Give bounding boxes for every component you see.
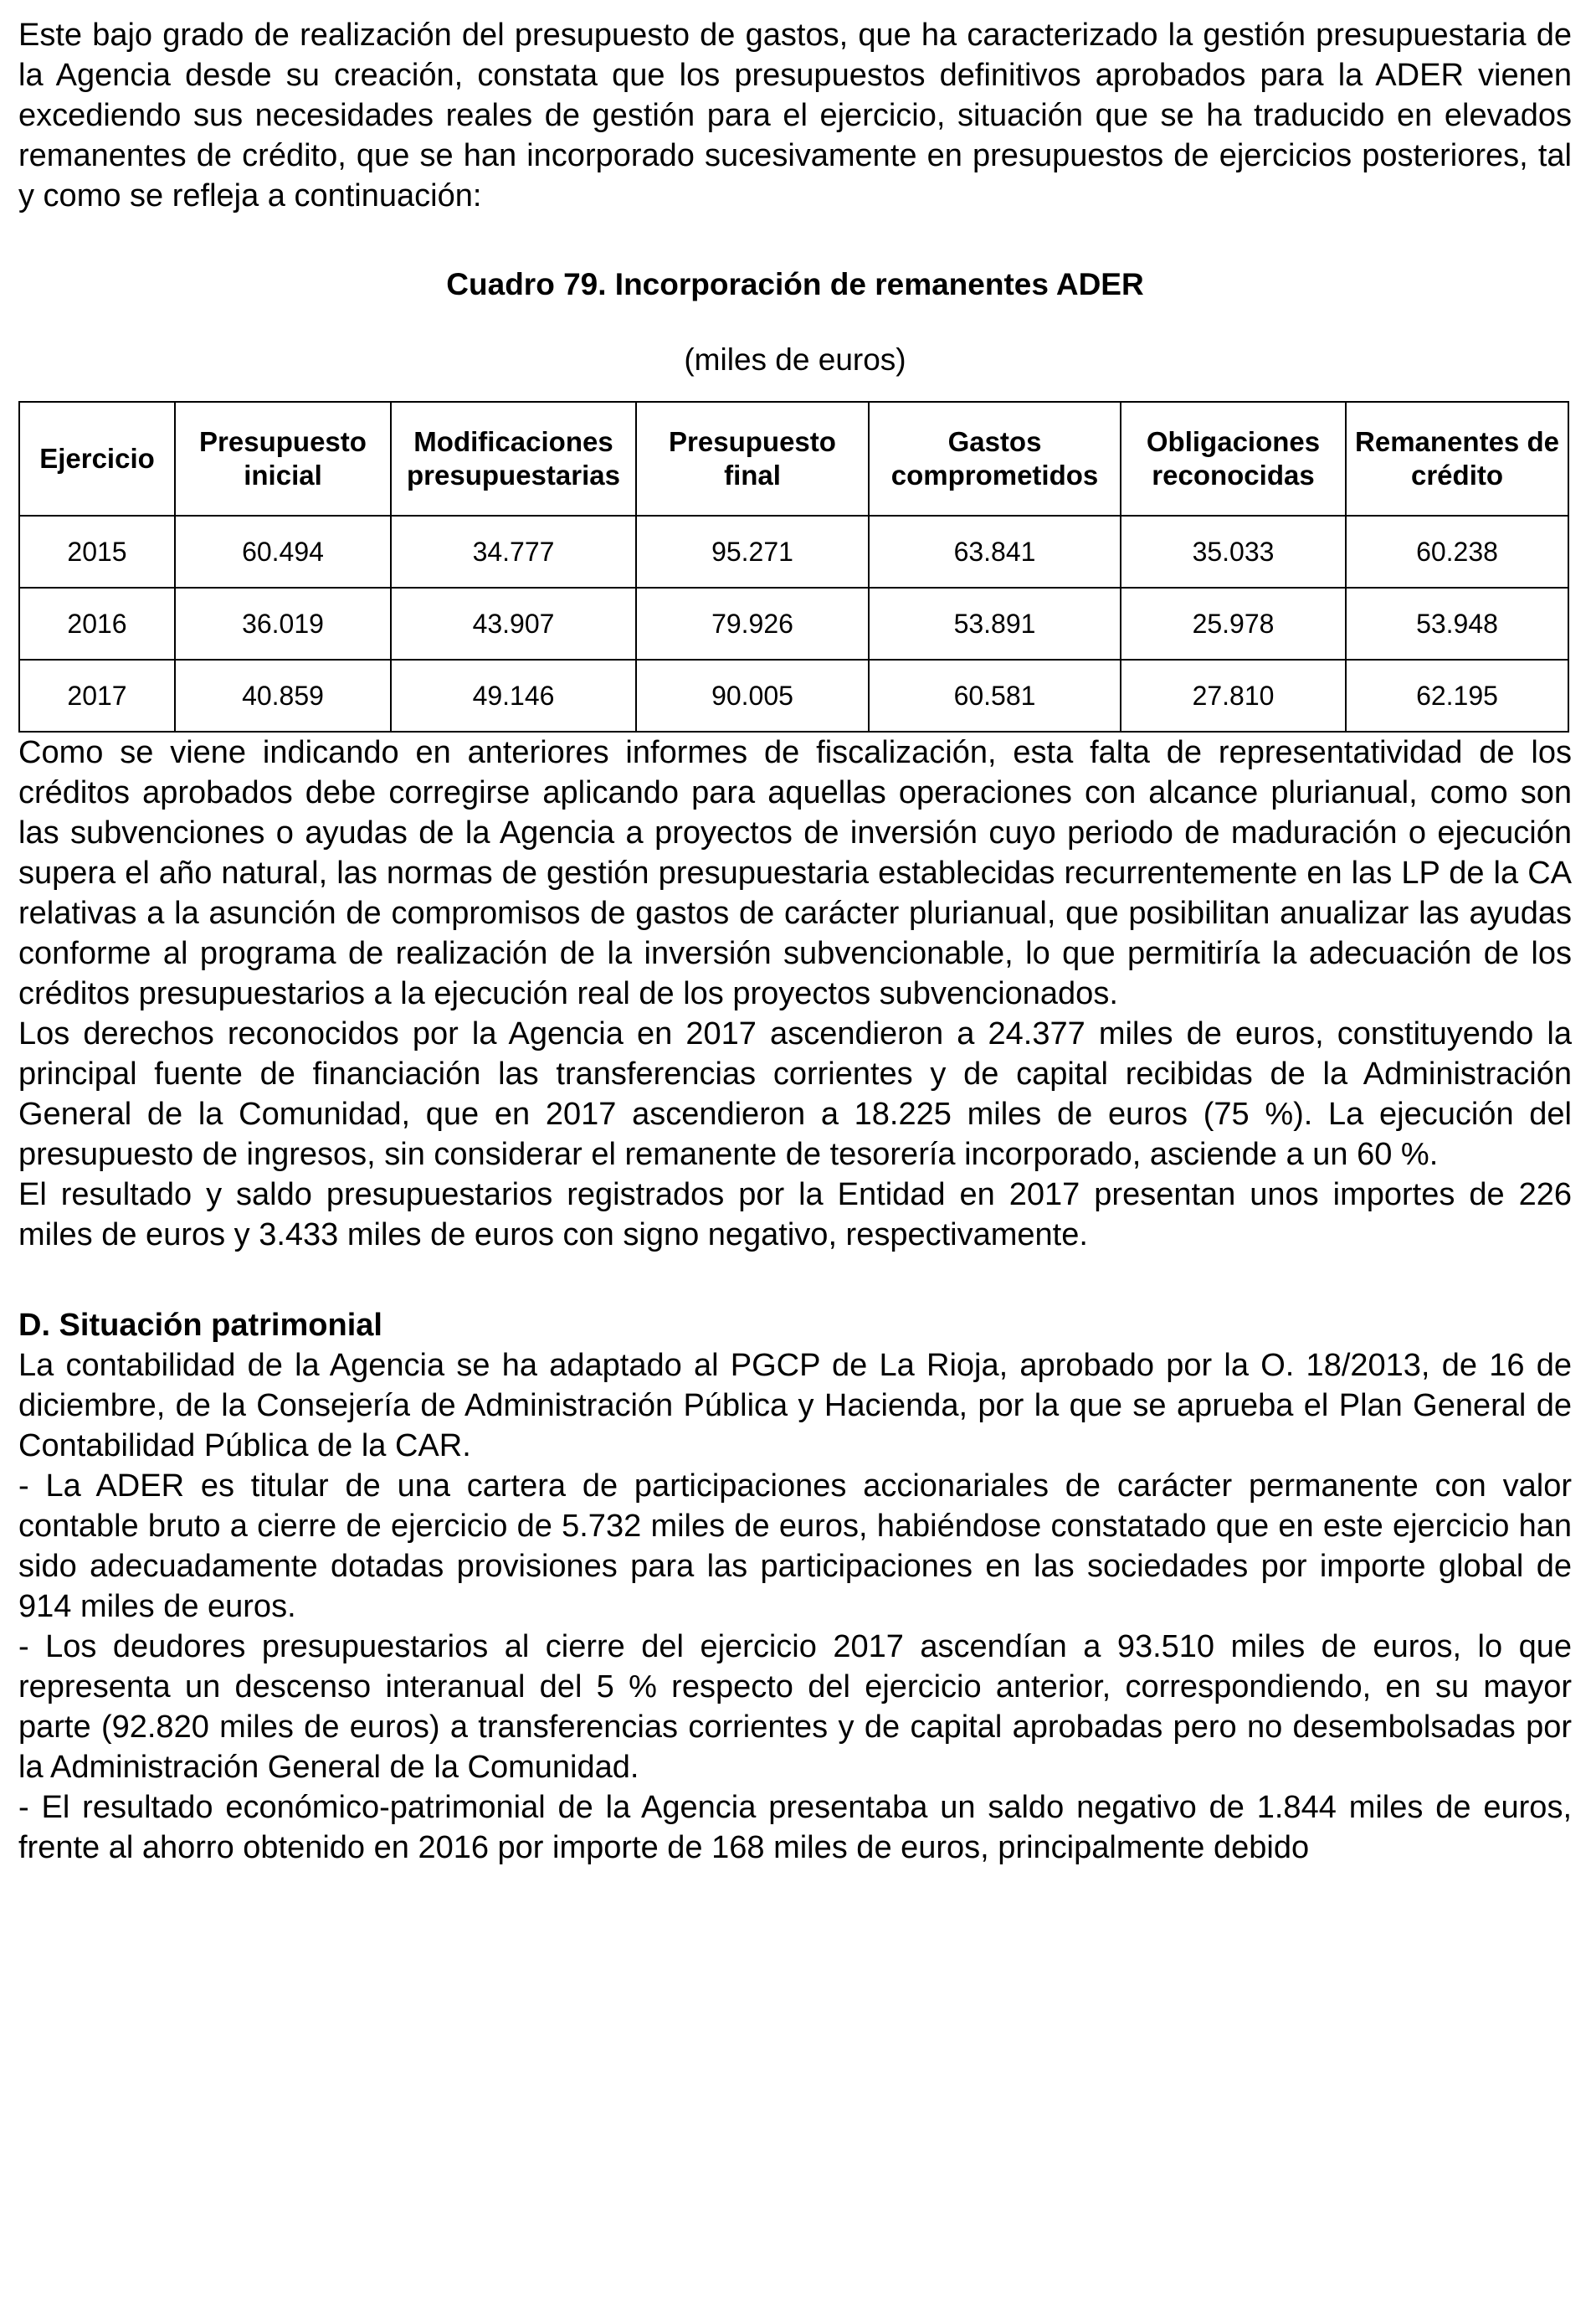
table-cell: 60.238 — [1346, 516, 1568, 588]
table-cell: 2017 — [19, 660, 175, 732]
table-cell: 36.019 — [175, 588, 391, 660]
header-presupuesto-inicial: Presupuesto inicial — [175, 402, 391, 516]
paragraph-resultado-economico: - El resultado económico-patrimonial de la Agencia presentaba un saldo negativo de 1.844 miles de euros, frente al ahorro obtenido en 2016 por importe de 168 miles de euros, principalmente debido — [18, 1790, 1572, 1865]
paragraph-plurianual: Como se viene indicando en anteriores informes de fiscalización, esta falta de representatividad de los créditos aprobados debe corregirse aplicando para aquellas operaciones con alcance plurianual, como son las subvenciones o ayudas de la Agencia a proyectos de inversión cuyo periodo de maduración o ejecución supera el año natural, las normas de gestión presupuestaria establecidas recurrentemente en las LP de la CA relativas a la asunción de compromisos de gastos de carácter plurianual, que posibilitan anualizar las ayudas conforme al programa de realización de la inversión subvencionable, lo que permitiría la adecuación de los créditos presupuestarios a la ejecución real de los proyectos subvencionados. — [18, 735, 1572, 1011]
table-cell: 53.948 — [1346, 588, 1568, 660]
table-cell: 40.859 — [175, 660, 391, 732]
table-row — [19, 660, 1568, 732]
table-cell: 53.891 — [869, 588, 1121, 660]
table-header-row — [19, 402, 1568, 516]
table-cell: 90.005 — [636, 660, 869, 732]
intro-paragraph: Este bajo grado de realización del presupuesto de gastos, que ha caracterizado la gestión presupuestaria de la Agencia desde su creación, constata que los presupuestos definitivos aprobados para la ADER vienen excediendo sus necesidades reales de gestión para el ejercicio, situación que se ha traducido en elevados remanentes de crédito, que se han incorporado sucesivamente en presupuestos de ejercicios posteriores, tal y como se refleja a continuación: — [18, 18, 1572, 213]
paragraph-deudores: - Los deudores presupuestarios al cierre del ejercicio 2017 ascendían a 93.510 miles de euros, lo que representa un descenso interanual del 5 % respecto del ejercicio anterior, correspondiendo, en su mayor parte (92.820 miles de euros) a transferencias corrientes y de capital aprobadas pero no desembolsadas por la Administración General de la Comunidad. — [18, 1629, 1572, 1785]
header-obligaciones-reconocidas: Obligaciones reconocidas — [1121, 402, 1346, 516]
table-caption: Cuadro 79. Incorporación de remanentes ADER — [446, 267, 1144, 301]
table-cell: 63.841 — [869, 516, 1121, 588]
remanentes-table — [18, 401, 1569, 733]
table-cell: 2015 — [19, 516, 175, 588]
table-cell: 35.033 — [1121, 516, 1346, 588]
header-ejercicio: Ejercicio — [19, 402, 175, 516]
table-cell: 25.978 — [1121, 588, 1346, 660]
document-page — [18, 15, 1572, 1868]
header-modificaciones: Modificaciones presupuestarias — [391, 402, 636, 516]
paragraph-contabilidad: La contabilidad de la Agencia se ha adaptado al PGCP de La Rioja, aprobado por la O. 18/2013, de 16 de diciembre, de la Consejería de Administración Pública y Hacienda, por la que se aprueba el Plan General de Contabilidad Pública de la CAR. — [18, 1348, 1572, 1463]
paragraph-derechos-reconocidos: Los derechos reconocidos por la Agencia en 2017 ascendieron a 24.377 miles de euros, constituyendo la principal fuente de financiación las transferencias corrientes y de capital recibidas de la Administración General de la Comunidad, que en 2017 ascendieron a 18.225 miles de euros (75 %). La ejecución del presupuesto de ingresos, sin considerar el remanente de tesorería incorporado, asciende a un 60 %. — [18, 1016, 1572, 1172]
table-row — [19, 588, 1568, 660]
table-cell: 62.195 — [1346, 660, 1568, 732]
table-cell: 60.581 — [869, 660, 1121, 732]
table-cell: 95.271 — [636, 516, 869, 588]
header-presupuesto-final: Presupuesto final — [636, 402, 869, 516]
header-remanentes-credito: Remanentes de crédito — [1346, 402, 1568, 516]
table-cell: 43.907 — [391, 588, 636, 660]
table-row — [19, 516, 1568, 588]
section-heading: D. Situación patrimonial — [18, 1308, 382, 1343]
table-cell: 27.810 — [1121, 660, 1346, 732]
table-cell: 60.494 — [175, 516, 391, 588]
table-units: (miles de euros) — [684, 342, 906, 377]
paragraph-cartera-participaciones: - La ADER es titular de una cartera de participaciones accionariales de carácter permanente con valor contable bruto a cierre de ejercicio de 5.732 miles de euros, habiéndose constatado que en este ejercicio han sido adecuadamente dotadas provisiones para las participaciones en las sociedades por importe global de 914 miles de euros. — [18, 1468, 1572, 1624]
table-cell: 34.777 — [391, 516, 636, 588]
table-cell: 79.926 — [636, 588, 869, 660]
table-cell: 2016 — [19, 588, 175, 660]
table-cell: 49.146 — [391, 660, 636, 732]
paragraph-resultado-presupuestario: El resultado y saldo presupuestarios registrados por la Entidad en 2017 presentan unos importes de 226 miles de euros y 3.433 miles de euros con signo negativo, respectivamente. — [18, 1177, 1572, 1252]
header-gastos-comprometidos: Gastos comprometidos — [869, 402, 1121, 516]
